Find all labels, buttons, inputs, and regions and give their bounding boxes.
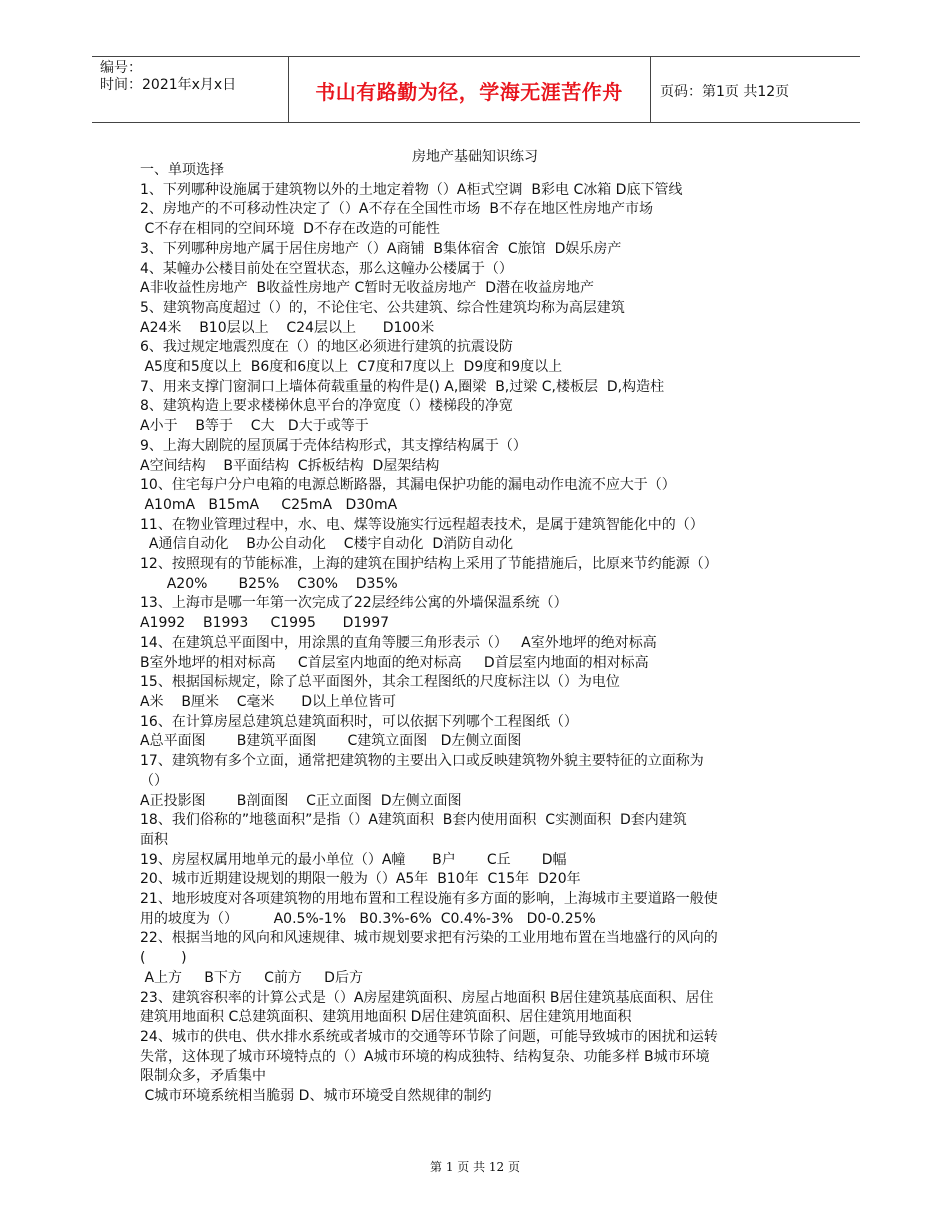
text-line: 面积 — [140, 831, 168, 848]
text-line: 12、按照现有的节能标准，上海的建筑在围护结构上采用了节能措施后，比原来节约能源（） — [140, 556, 718, 573]
header-motto: 书山有路勤为径，学海无涯苦作舟 — [315, 80, 623, 104]
text-line: ( ) — [140, 950, 187, 967]
text-line: 8、建筑构造上要求楼梯休息平台的净宽度（）楼梯段的净宽 — [140, 398, 513, 415]
text-line: A10mA B15mA C25mA D30mA — [140, 496, 398, 513]
text-line: A米 B厘米 C毫米 D以上单位皆可 — [140, 693, 397, 710]
text-line: A上方 B下方 C前方 D后方 — [140, 969, 363, 986]
text-line: 11、在物业管理过程中，水、电、煤等设施实行远程超表技术，是属于建筑智能化中的（） — [140, 516, 704, 533]
text-line: 13、上海市是哪一年第一次完成了22层经纬公寓的外墙保温系统（） — [140, 595, 568, 612]
text-line: B室外地坪的相对标高 C首层室内地面的绝对标高 D首层室内地面的相对标高 — [140, 654, 649, 671]
time-label: 时间：2021年x月x日 — [100, 77, 237, 93]
text-line: A空间结构 B平面结构 C拆板结构 D屋架结构 — [140, 457, 440, 474]
text-line: 建筑用地面积 C总建筑面积、建筑用地面积 D居住建筑面积、居住建筑用地面积 — [140, 1009, 632, 1026]
document-title: 房地产基础知识练习 — [412, 149, 538, 165]
text-line: 10、住宅每户分户电箱的电源总断路器，其漏电保护功能的漏电动作电流不应大于（） — [140, 477, 676, 494]
serial-label: 编号： — [100, 60, 142, 76]
text-line: A正投影图 B剖面图 C正立面图 D左侧立面图 — [140, 792, 462, 809]
text-line: 17、建筑物有多个立面，通常把建筑物的主要出入口或反映建筑物外貌主要特征的立面称为 — [140, 753, 704, 770]
header-divider-right — [650, 56, 651, 122]
header-bottom-rule — [92, 122, 860, 123]
text-line: A非收益性房地产 B收益性房地产 C暂时无收益房地产 D潜在收益房地产 — [140, 280, 594, 297]
page-footer: 第 1 页 共 12 页 — [430, 1160, 520, 1174]
text-line: 3、下列哪种房地产属于居住房地产（）A商铺 B集体宿舍 C旅馆 D娱乐房产 — [140, 240, 622, 257]
text-line: 20、城市近期建设规划的期限一般为（）A5年 B10年 C15年 D20年 — [140, 871, 581, 888]
text-line: 15、根据国标规定，除了总平面图外，其余工程图纸的尺度标注以（）为电位 — [140, 674, 620, 691]
text-line: 19、房屋权属用地单元的最小单位（）A幢 B户 C丘 D幅 — [140, 851, 567, 868]
text-line: 失常，这体现了城市环境特点的（）A城市环境的构成独特、结构复杂、功能多样 B城市环境 — [140, 1048, 710, 1065]
text-line: 14、在建筑总平面图中，用涂黑的直角等腰三角形表示（） A室外地坪的绝对标高 — [140, 634, 657, 651]
text-line: A通信自动化 B办公自动化 C楼宇自动化 D消防自动化 — [140, 536, 514, 553]
text-line: 1、下列哪种设施属于建筑物以外的土地定着物（）A柜式空调 B彩电 C冰箱 D底下管线 — [140, 181, 683, 198]
text-line: A24米 B10层以上 C24层以上 D100米 — [140, 319, 435, 336]
question-body — [140, 161, 812, 1107]
header-page-label: 页码：第1页 共12页 — [660, 84, 790, 100]
text-line: 16、在计算房屋总建筑总建筑面积时，可以依据下列哪个工程图纸（） — [140, 713, 578, 730]
text-line: （） — [140, 772, 168, 789]
text-line: 用的坡度为（） A0.5%-1% B0.3%-6% C0.4%-3% D0-0.25% — [140, 910, 596, 927]
text-line: 限制众多，矛盾集中 — [140, 1068, 266, 1085]
text-line: A20% B25% C30% D35% — [140, 575, 398, 592]
text-line: 9、上海大剧院的屋顶属于壳体结构形式，其支撑结构属于（） — [140, 437, 527, 454]
text-line: 22、根据当地的风向和风速规律、城市规划要求把有污染的工业用地布置在当地盛行的风向的 — [140, 930, 718, 947]
text-line: 24、城市的供电、供水排水系统或者城市的交通等环节除了问题，可能导致城市的困扰和运转 — [140, 1028, 718, 1045]
text-line: A1992 B1993 C1995 D1997 — [140, 615, 390, 632]
text-line: 一、单项选择 — [140, 162, 224, 178]
text-line: 2、房地产的不可移动性决定了（）A不存在全国性市场 B不存在地区性房地产市场 — [140, 201, 653, 218]
header-top-rule — [92, 56, 860, 57]
text-line: 21、地形坡度对各项建筑物的用地布置和工程设施有多方面的影响，上海城市主要道路一般使 — [140, 891, 718, 908]
text-line: 4、某幢办公楼目前处在空置状态，那么这幢办公楼属于（） — [140, 260, 513, 277]
text-line: 6、我过规定地震烈度在（）的地区必须进行建筑的抗震设防 — [140, 339, 513, 356]
text-line: A小于 B等于 C大 D大于或等于 — [140, 418, 369, 435]
text-line: A总平面图 B建筑平面图 C建筑立面图 D左侧立面图 — [140, 733, 522, 750]
text-line: C不存在相同的空间环境 D不存在改造的可能性 — [140, 221, 440, 238]
text-line: 23、建筑容积率的计算公式是（）A房屋建筑面积、房屋占地面积 B居住建筑基底面积、居住 — [140, 989, 714, 1006]
header-meta — [100, 60, 236, 94]
text-line: 18、我们俗称的”地毯面积”是指（）A建筑面积 B套内使用面积 C实测面积 D套内建筑 — [140, 812, 687, 829]
text-line: C城市环境系统相当脆弱 D、城市环境受自然规律的制约 — [140, 1088, 492, 1105]
text-line: 5、建筑物高度超过（）的，不论住宅、公共建筑、综合性建筑均称为高层建筑 — [140, 299, 625, 316]
text-line: 7、用来支撑门窗洞口上墙体荷载重量的构件是() A,圈梁 B,过梁 C,楼板层 D,构造柱 — [140, 378, 665, 395]
text-line: A5度和5度以上 B6度和6度以上 C7度和7度以上 D9度和9度以上 — [140, 359, 563, 376]
